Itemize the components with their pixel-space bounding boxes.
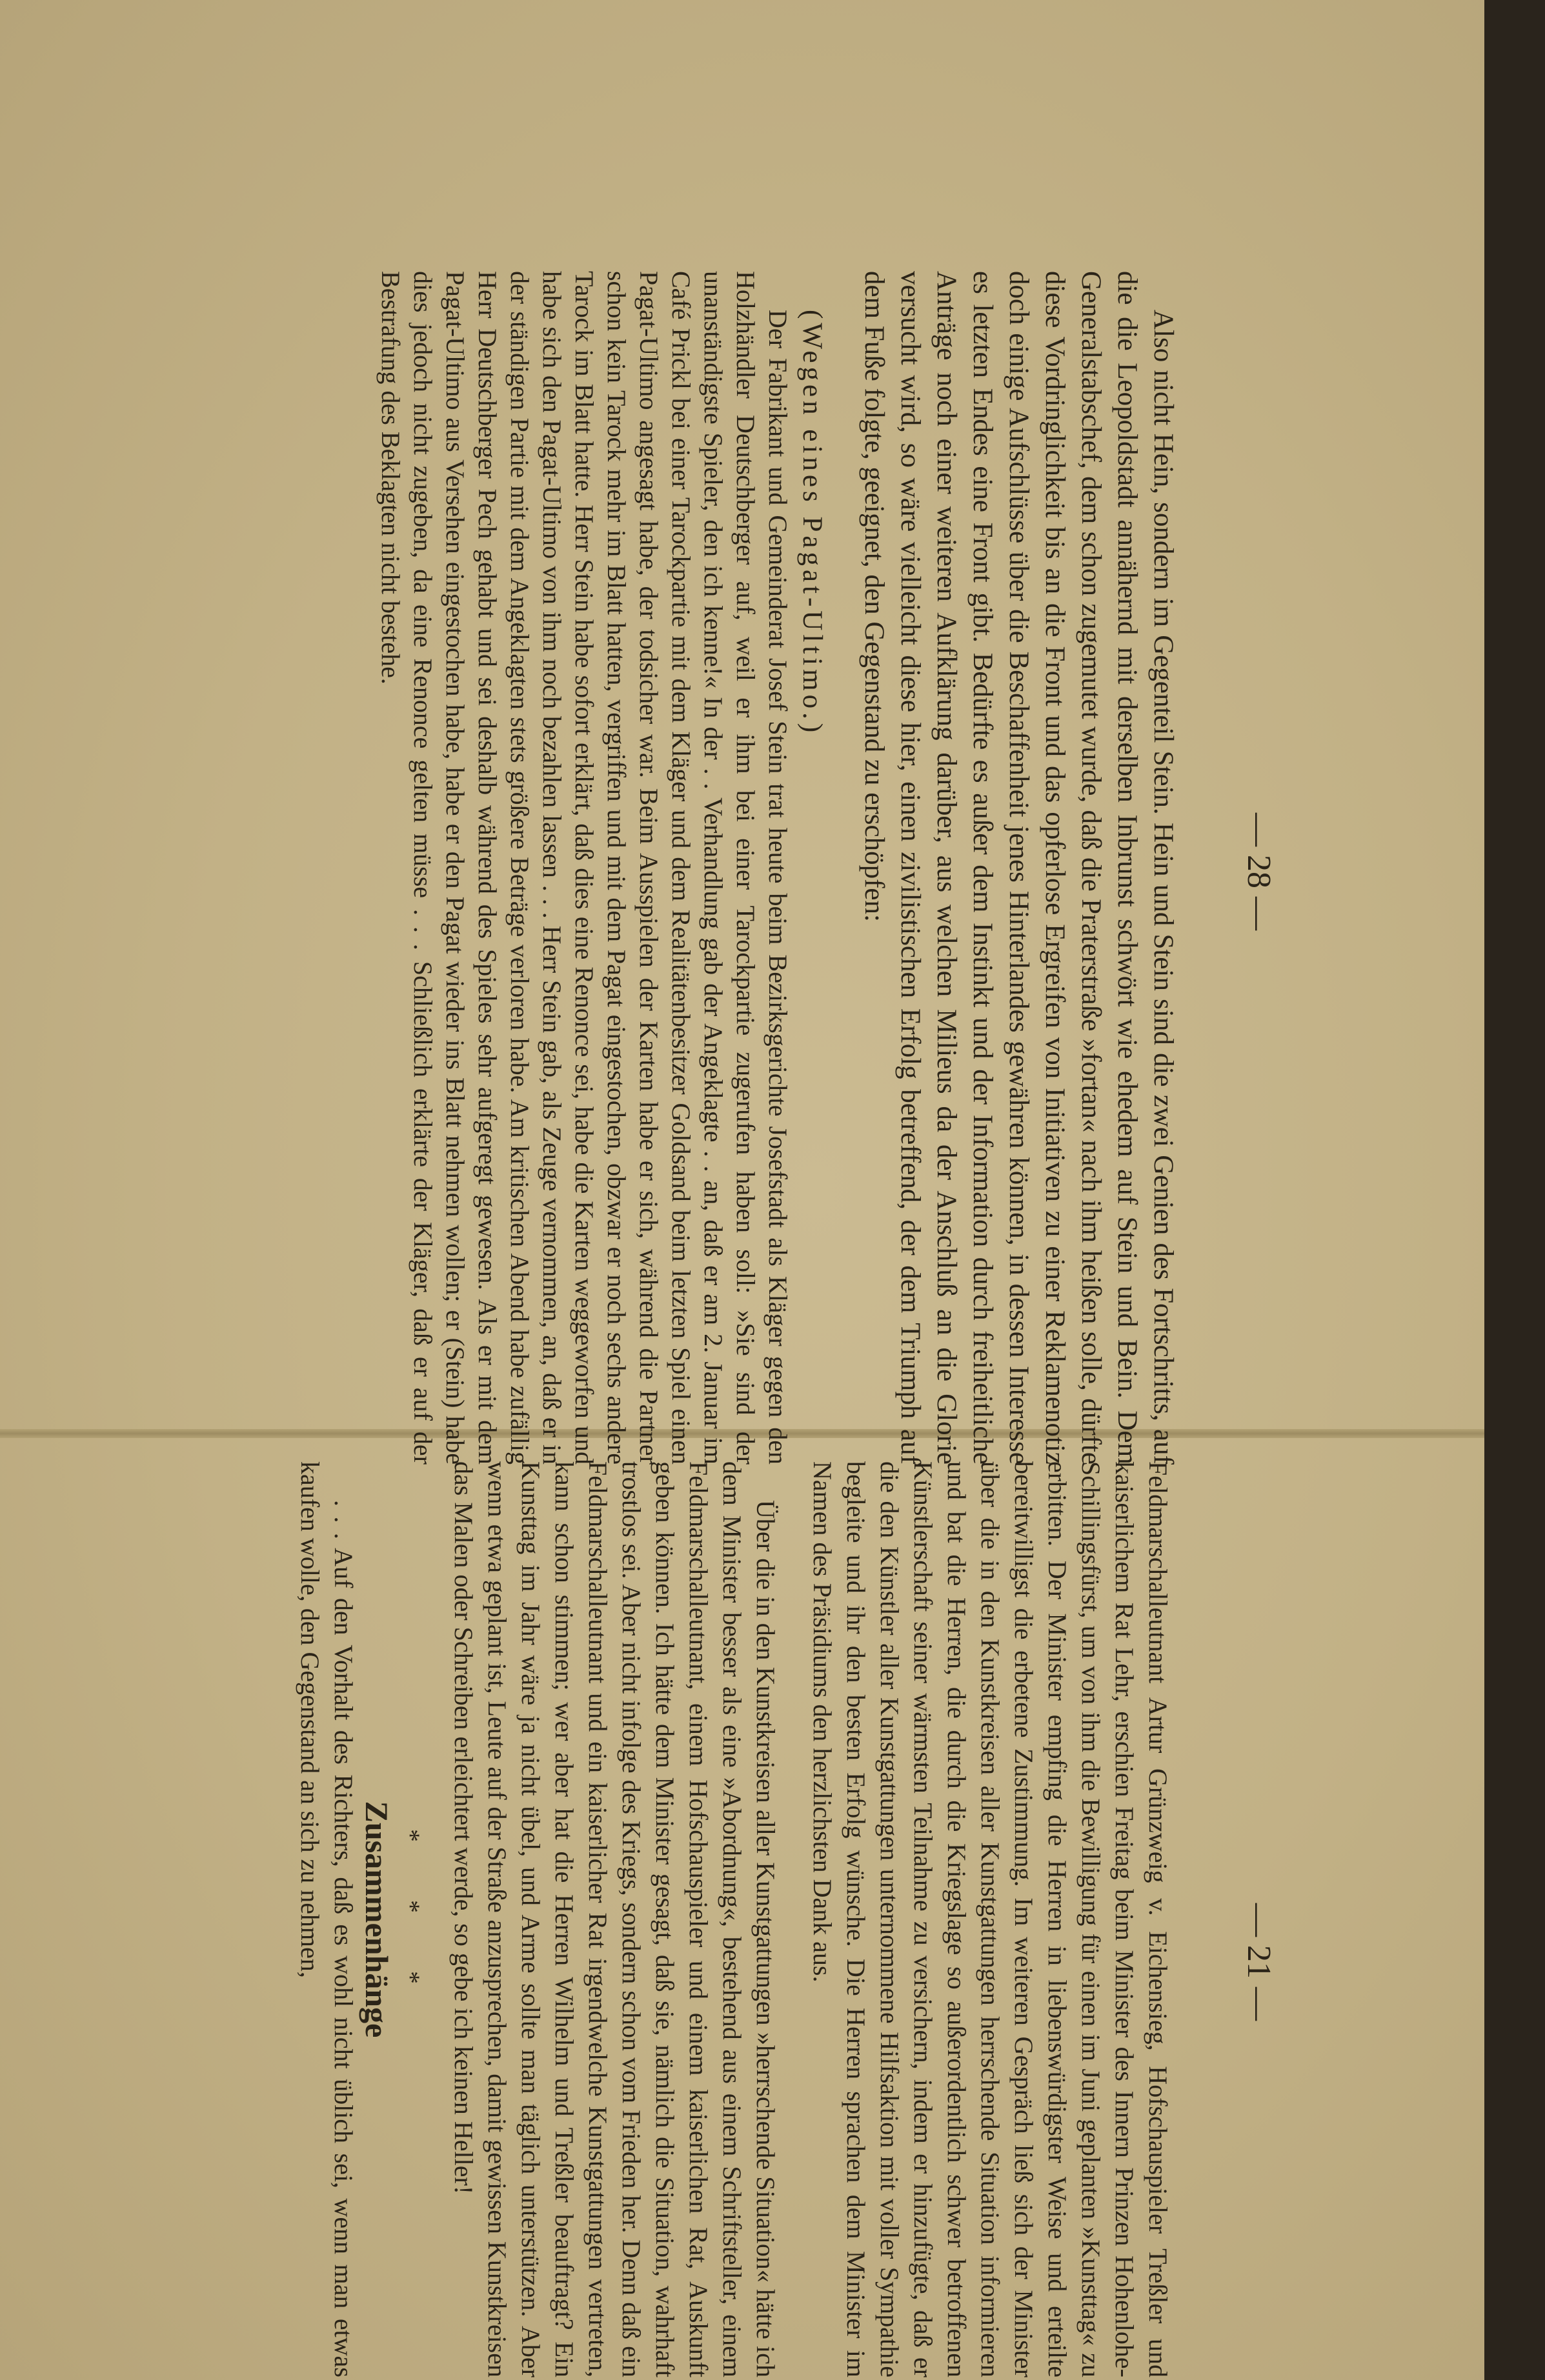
page-28: [374, 271, 1181, 1465]
section-title: (Wegen eines Pagat-Ultimo.): [797, 310, 827, 737]
section-heading: Zusammenhänge: [359, 1801, 395, 2038]
paragraph: Der Fabrikant und Gemeinderat Josef Stein trat heute beim Bezirksgerichte Josefstadt als Kläger gegen den Holzhändler Deutschberger auf, weil er ihm bei einer Tarockpartie zugerufen haben soll: »Sie sind der unanständigste Spieler, den ich kenne!« In der . . Verhandlung gab der Angeklagte . . an, daß er am 2. Januar im Café Prickl bei einer Tarockpartie mit dem Kläger und dem Realitätenbesitzer Goldsand beim letzten Spiel einen Pagat-Ultimo angesagt habe, der todsicher war. Beim Ausspielen der Karten habe er sich, während die Partner schon kein Tarock mehr im Blatt hatten, vergriffen und mit dem Pagat eingestochen, obzwar er noch sechs andere Tarock im Blatt hatte. Herr Stein habe sofort erklärt, daß dies eine Renonce sei, habe die Karten weggeworfen und habe sich den Pagat-Ultimo von ihm noch bezahlen lassen . . . Herr Stein gab, als Zeuge vernommen, an, daß er in der ständigen Partie mit dem Angeklagten stets größere Beträge verloren habe. Am kritischen Abend habe zufällig Herr Deutschberger Pech gehabt und sei deshalb während des Spieles sehr aufgeregt gewesen. Als er mit dem Pagat-Ultimo aus Versehen eingestochen habe, habe er den Pagat wieder ins Blatt nehmen wollen; er (Stein) habe dies jedoch nicht zugeben, da eine Renonce gelten müsse . . . Schließlich erklärte der Kläger, daß er auf der Bestrafung des Beklagten nicht bestehe.: [376, 271, 793, 1465]
page-number-21: — 21 —: [1240, 1903, 1277, 2021]
section-divider: * * *: [396, 1829, 425, 2010]
paragraph: Also nicht Hein, sondern im Gegenteil Stein. Hein und Stein sind die zwei Genien des Fortschritts, auf die die Leopoldstadt annähernd mit derselben Inbrunst schwört wie ehedem auf Stein und Bein. Dem Generalstabschef, dem schon zugemutet wurde, daß die Praterstraße »fortan« nach ihm heißen solle, dürfte diese Vordringlichkeit bis an die Front und das opferlose Ergreifen von Initiativen zu einer Reklamenotiz doch einige Aufschlüsse über die Beschaffenheit jenes Hinterlandes gewähren können, in dessen Interesse es letzten Endes eine Front gibt. Bedürfte es außer dem Instinkt und der Information durch freiheitliche Anträge noch einer weiteren Aufklärung darüber, aus welchen Milieus da der Anschluß an die Glorie versucht wird, so wäre vielleicht diese hier, einen zivilistischen Erfolg betreffend, der dem Triumph auf dem Fuße folgte, geeignet, den Gegenstand zu erschöpfen:: [859, 271, 1178, 1465]
paragraph: Feldmarschalleutnant Artur Grünzweig v. Eichensieg, Hofschauspieler Treßler und kaiserlichem Rat Lehr, erschien Freitag beim Minister des Innern Prinzen Hohenlohe-Schillingsfürst, um von ihm die Bewilligung für einen im Juni geplanten »Kunsttag« zu erbitten. Der Minister empfing die Herren in liebenswürdigster Weise und erteilte bereitwilligst die erbetene Zustimmung. Im weiteren Gespräch ließ sich der Minister über die in den Kunstkreisen aller Kunstgattungen herrschende Situation informieren und bat die Herren, die durch die Kriegslage so außerordentlich schwer betroffenen Künstlerschaft seiner wärmsten Teilnahme zu versichern, indem er hinzufügte, daß er die den Künstler aller Kunstgattungen unternommene Hilfsaktion mit voller Sympathie begleite und ihr den besten Erfolg wünsche. Die Herren sprachen dem Minister im Namen des Präsidiums den herzlichsten Dank aus.: [808, 1461, 1173, 2377]
paragraph-head: [794, 271, 830, 1465]
paragraph: . . . Auf den Vorhalt des Richters, daß es wohl nicht üblich sei, wenn man etwas kaufen wolle, den Gegenstand an sich zu nehmen,: [296, 1461, 358, 2377]
book-edge: [1484, 0, 1545, 2380]
page-21: [293, 1461, 1175, 2377]
paragraph: Über die in den Kunstkreisen aller Kunstgattungen »herrschende Situation« hätte ich dem Minister besser als eine »Abordnung«, bestehend aus einem Schriftsteller, einem Feldmarschalleutnant, einem Hofschauspieler und einem kaiserlichen Rat, Auskunft geben können. Ich hätte dem Minister gesagt, daß sie, nämlich die Situation, wahrhaft trostlos sei. Aber nicht infolge des Kriegs, sondern schon vom Frieden her. Denn daß ein Feldmarschalleutnant und ein kaiserlicher Rat irgendwelche Kunstgattungen vertreten, kann schon stimmen; wer aber hat die Herren Wilhelm und Treßler beauftragt? Ein Kunsttag im Jahr wäre ja nicht übel, und Arme sollte man täglich unterstützen. Aber wenn etwa geplant ist, Leute auf der Straße anzusprechen, damit gewissen Kunstkreisen das Malen oder Schreiben erleichtert werde, so gebe ich keinen Heller!: [449, 1461, 780, 2377]
page-number-28: — 28 —: [1240, 813, 1277, 930]
